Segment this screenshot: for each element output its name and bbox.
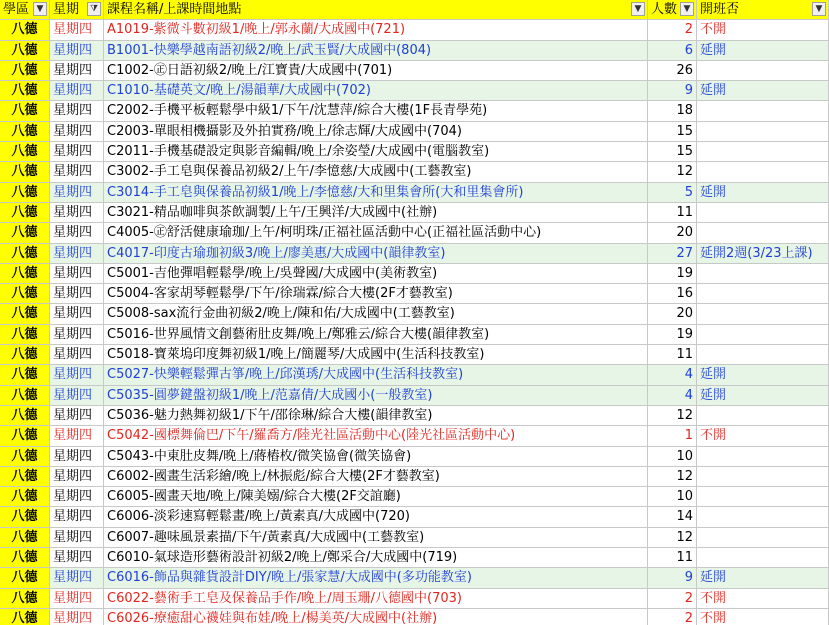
count-cell[interactable]: 19 — [648, 325, 697, 344]
day-cell[interactable]: 星期四 — [50, 203, 104, 222]
count-cell[interactable]: 20 — [648, 304, 697, 323]
day-cell[interactable]: 星期四 — [50, 304, 104, 323]
day-cell[interactable]: 星期四 — [50, 609, 104, 625]
status-cell[interactable] — [697, 304, 829, 323]
count-cell[interactable]: 12 — [648, 162, 697, 181]
course-cell[interactable]: C5043-中東肚皮舞/晚上/蔣樁枚/微笑協會(微笑協會) — [104, 447, 648, 466]
table-row — [0, 447, 829, 467]
count-cell[interactable]: 14 — [648, 507, 697, 526]
course-cell[interactable]: C6007-趣味風景素描/下午/黃素真/大成國中(工藝教室) — [104, 528, 648, 547]
table-row — [0, 20, 829, 40]
status-cell[interactable] — [697, 223, 829, 242]
table-row — [0, 487, 829, 507]
course-cell[interactable]: C5016-世界風情文創藝術肚皮舞/晚上/鄭雅云/綜合大樓(韻律教室) — [104, 325, 648, 344]
course-cell[interactable]: C6026-療癒甜心襪娃與布娃/晚上/楊美英/大成國中(社辦) — [104, 609, 648, 625]
table-row — [0, 609, 829, 625]
school-cell[interactable]: 八德 — [0, 365, 50, 384]
table-row — [0, 345, 829, 365]
course-cell[interactable]: C5042-國標舞倫巴/下午/羅喬方/陸光社區活動中心(陸光社區活動中心) — [104, 426, 648, 445]
course-cell[interactable]: C6006-淡彩速寫輕鬆畫/晚上/黃素真/大成國中(720) — [104, 507, 648, 526]
count-cell[interactable]: 19 — [648, 264, 697, 283]
status-cell[interactable] — [697, 122, 829, 141]
table-row — [0, 81, 829, 101]
header-count[interactable] — [648, 0, 697, 19]
table-body — [0, 20, 829, 625]
status-cell[interactable] — [697, 162, 829, 181]
status-cell[interactable]: 不開 — [697, 20, 829, 39]
header-school[interactable] — [0, 0, 50, 19]
school-cell[interactable]: 八德 — [0, 467, 50, 486]
course-cell[interactable]: C5035-圓夢鍵盤初級1/晚上/范嘉倩/大成國小(一般教室) — [104, 386, 648, 405]
course-cell[interactable]: C5027-快樂輕鬆彈古箏/晚上/邱漢琇/大成國中(生活科技教室) — [104, 365, 648, 384]
status-cell[interactable]: 延開 — [697, 365, 829, 384]
status-cell[interactable] — [697, 325, 829, 344]
day-cell[interactable]: 星期四 — [50, 568, 104, 587]
school-cell[interactable]: 八德 — [0, 406, 50, 425]
school-cell[interactable]: 八德 — [0, 507, 50, 526]
school-cell[interactable]: 八德 — [0, 548, 50, 567]
status-cell[interactable] — [697, 528, 829, 547]
course-cell[interactable]: C2011-手機基礎設定與影音編輯/晚上/余姿瑩/大成國中(電腦教室) — [104, 142, 648, 161]
table-row — [0, 61, 829, 81]
status-cell[interactable] — [697, 264, 829, 283]
table-row — [0, 426, 829, 446]
school-cell[interactable]: 八德 — [0, 325, 50, 344]
school-cell[interactable]: 八德 — [0, 609, 50, 625]
table-row — [0, 183, 829, 203]
course-cell[interactable]: C6016-飾品與雜貨設計DIY/晚上/張家慧/大成國中(多功能教室) — [104, 568, 648, 587]
count-cell[interactable]: 12 — [648, 406, 697, 425]
table-row — [0, 589, 829, 609]
table-row — [0, 548, 829, 568]
count-cell[interactable]: 26 — [648, 61, 697, 80]
table-row — [0, 41, 829, 61]
day-cell[interactable]: 星期四 — [50, 406, 104, 425]
table-row — [0, 203, 829, 223]
status-cell[interactable] — [697, 467, 829, 486]
header-status[interactable] — [697, 0, 829, 19]
course-cell[interactable]: C5018-寶萊塢印度舞初級1/晚上/簡麗琴/大成國中(生活科技教室) — [104, 345, 648, 364]
school-cell[interactable]: 八德 — [0, 223, 50, 242]
school-cell[interactable]: 八德 — [0, 447, 50, 466]
dropdown-filter-icon[interactable]: ▼ — [33, 2, 47, 16]
status-cell[interactable]: 延開 — [697, 386, 829, 405]
course-cell[interactable]: C3002-手工皂與保養品初級2/上午/李憶慈/大成國中(工藝教室) — [104, 162, 648, 181]
count-cell[interactable]: 18 — [648, 101, 697, 120]
day-cell[interactable]: 星期四 — [50, 81, 104, 100]
course-cell[interactable]: C5001-吉他彈唱輕鬆學/晚上/吳聲國/大成國中(美術教室) — [104, 264, 648, 283]
course-cell[interactable]: C6002-國畫生活彩繪/晚上/林振彪/綜合大樓(2F才藝教室) — [104, 467, 648, 486]
header-status-label: 開班否 — [700, 2, 740, 17]
school-cell[interactable]: 八德 — [0, 183, 50, 202]
header-day[interactable] — [50, 0, 104, 19]
day-cell[interactable]: 星期四 — [50, 386, 104, 405]
day-cell[interactable]: 星期四 — [50, 487, 104, 506]
school-cell[interactable]: 八德 — [0, 386, 50, 405]
day-cell[interactable]: 星期四 — [50, 528, 104, 547]
day-cell[interactable]: 星期四 — [50, 183, 104, 202]
school-cell[interactable]: 八德 — [0, 589, 50, 608]
school-cell[interactable]: 八德 — [0, 264, 50, 283]
day-cell[interactable]: 星期四 — [50, 122, 104, 141]
day-cell[interactable]: 星期四 — [50, 264, 104, 283]
table-row — [0, 325, 829, 345]
day-cell[interactable]: 星期四 — [50, 325, 104, 344]
school-cell[interactable]: 八德 — [0, 426, 50, 445]
status-cell[interactable] — [697, 61, 829, 80]
count-cell[interactable]: 10 — [648, 447, 697, 466]
school-cell[interactable]: 八德 — [0, 244, 50, 263]
count-cell[interactable]: 15 — [648, 122, 697, 141]
day-cell[interactable]: 星期四 — [50, 589, 104, 608]
status-cell[interactable]: 不開 — [697, 426, 829, 445]
day-cell[interactable]: 星期四 — [50, 162, 104, 181]
status-cell[interactable] — [697, 101, 829, 120]
count-cell[interactable]: 1 — [648, 426, 697, 445]
table-row — [0, 507, 829, 527]
course-cell[interactable]: C4017-印度古瑜珈初級3/晚上/廖美惠/大成國中(韻律教室) — [104, 244, 648, 263]
status-cell[interactable] — [697, 203, 829, 222]
status-cell[interactable]: 延開 — [697, 41, 829, 60]
header-course[interactable] — [104, 0, 648, 19]
day-cell[interactable]: 星期四 — [50, 223, 104, 242]
course-cell[interactable]: C6010-氣球造形藝術設計初級2/晚上/鄭采合/大成國中(719) — [104, 548, 648, 567]
count-cell[interactable]: 16 — [648, 284, 697, 303]
school-cell[interactable]: 八德 — [0, 528, 50, 547]
count-cell[interactable]: 4 — [648, 386, 697, 405]
day-cell[interactable]: 星期四 — [50, 61, 104, 80]
count-cell[interactable]: 6 — [648, 41, 697, 60]
status-cell[interactable]: 延開 — [697, 183, 829, 202]
status-cell[interactable] — [697, 507, 829, 526]
status-cell[interactable]: 延開 — [697, 568, 829, 587]
day-cell[interactable]: 星期四 — [50, 507, 104, 526]
school-cell[interactable]: 八德 — [0, 61, 50, 80]
count-cell[interactable]: 5 — [648, 183, 697, 202]
school-cell[interactable]: 八德 — [0, 162, 50, 181]
day-cell[interactable]: 星期四 — [50, 142, 104, 161]
school-cell[interactable]: 八德 — [0, 142, 50, 161]
count-cell[interactable]: 12 — [648, 467, 697, 486]
header-school-label: 學區 — [3, 2, 30, 17]
table-row — [0, 386, 829, 406]
header-course-label: 課程名稱/上課時間地點 — [107, 2, 242, 17]
course-cell[interactable]: C6022-藝術手工皂及保養品手作/晚上/周玉珊/八德國中(703) — [104, 589, 648, 608]
table-row — [0, 223, 829, 243]
status-cell[interactable] — [697, 284, 829, 303]
count-cell[interactable]: 10 — [648, 487, 697, 506]
table-row — [0, 142, 829, 162]
table-row — [0, 568, 829, 588]
course-cell[interactable]: C5004-客家胡琴輕鬆學/下午/徐瑞霖/綜合大樓(2F才藝教室) — [104, 284, 648, 303]
status-cell[interactable] — [697, 487, 829, 506]
count-cell[interactable]: 9 — [648, 568, 697, 587]
status-cell[interactable] — [697, 447, 829, 466]
table-row — [0, 122, 829, 142]
school-cell[interactable]: 八德 — [0, 203, 50, 222]
course-cell[interactable]: C1010-基礎英文/晚上/湯韻華/大成國中(702) — [104, 81, 648, 100]
course-cell[interactable]: C1002-㊣日語初級2/晚上/江寶貴/大成國中(701) — [104, 61, 648, 80]
course-cell[interactable]: A1019-紫微斗數初級1/晚上/郭永蘭/大成國中(721) — [104, 20, 648, 39]
day-cell[interactable]: 星期四 — [50, 548, 104, 567]
table-row — [0, 264, 829, 284]
course-cell[interactable]: C6005-國畫天地/晚上/陳美嫋/綜合大樓(2F交誼廳) — [104, 487, 648, 506]
table-row — [0, 244, 829, 264]
status-cell[interactable]: 延開 — [697, 81, 829, 100]
active-filter-icon[interactable]: ⧩ — [87, 2, 101, 16]
day-cell[interactable]: 星期四 — [50, 20, 104, 39]
status-cell[interactable]: 延開2週(3/23上課) — [697, 244, 829, 263]
course-cell[interactable]: B1001-快樂學越南語初級2/晚上/武玉賢/大成國中(804) — [104, 41, 648, 60]
count-cell[interactable]: 20 — [648, 223, 697, 242]
header-day-label: 星期 — [53, 2, 80, 17]
count-cell[interactable]: 11 — [648, 345, 697, 364]
table-row — [0, 284, 829, 304]
day-cell[interactable]: 星期四 — [50, 467, 104, 486]
status-cell[interactable] — [697, 345, 829, 364]
day-cell[interactable]: 星期四 — [50, 447, 104, 466]
table-row — [0, 365, 829, 385]
course-cell[interactable]: C3014-手工皂與保養品初級1/晚上/李憶慈/大和里集會所(大和里集會所) — [104, 183, 648, 202]
school-cell[interactable]: 八德 — [0, 568, 50, 587]
header-count-label: 人數 — [651, 2, 678, 17]
status-cell[interactable] — [697, 406, 829, 425]
count-cell[interactable]: 11 — [648, 203, 697, 222]
dropdown-filter-icon[interactable]: ▼ — [812, 2, 826, 16]
school-cell[interactable]: 八德 — [0, 20, 50, 39]
school-cell[interactable]: 八德 — [0, 101, 50, 120]
count-cell[interactable]: 2 — [648, 609, 697, 625]
school-cell[interactable]: 八德 — [0, 122, 50, 141]
day-cell[interactable]: 星期四 — [50, 41, 104, 60]
table-row — [0, 467, 829, 487]
day-cell[interactable]: 星期四 — [50, 365, 104, 384]
day-cell[interactable]: 星期四 — [50, 345, 104, 364]
count-cell[interactable]: 27 — [648, 244, 697, 263]
day-cell[interactable]: 星期四 — [50, 426, 104, 445]
course-cell[interactable]: C5008-sax流行金曲初級2/晚上/陳和佑/大成國中(工藝教室) — [104, 304, 648, 323]
course-cell[interactable]: C2003-單眼相機攝影及外拍實務/晚上/徐志輝/大成國中(704) — [104, 122, 648, 141]
count-cell[interactable]: 4 — [648, 365, 697, 384]
course-cell[interactable]: C2002-手機平板輕鬆學中級1/下午/沈慧萍/綜合大樓(1F長青學苑) — [104, 101, 648, 120]
count-cell[interactable]: 11 — [648, 548, 697, 567]
count-cell[interactable]: 12 — [648, 528, 697, 547]
school-cell[interactable]: 八德 — [0, 345, 50, 364]
day-cell[interactable]: 星期四 — [50, 244, 104, 263]
count-cell[interactable]: 2 — [648, 589, 697, 608]
course-cell[interactable]: C3021-精品咖啡與茶飲調製/上午/王興洋/大成國中(社辦) — [104, 203, 648, 222]
count-cell[interactable]: 9 — [648, 81, 697, 100]
course-cell[interactable]: C4005-㊣舒活健康瑜珈/上午/柯明珠/正福社區活動中心(正福社區活動中心) — [104, 223, 648, 242]
school-cell[interactable]: 八德 — [0, 81, 50, 100]
status-cell[interactable]: 不開 — [697, 589, 829, 608]
count-cell[interactable]: 15 — [648, 142, 697, 161]
school-cell[interactable]: 八德 — [0, 41, 50, 60]
table-row — [0, 162, 829, 182]
course-cell[interactable]: C5036-魅力熱舞初級1/下午/邵徐琳/綜合大樓(韻律教室) — [104, 406, 648, 425]
status-cell[interactable] — [697, 142, 829, 161]
dropdown-filter-icon[interactable]: ▼ — [680, 2, 694, 16]
header-row — [0, 0, 829, 20]
dropdown-filter-icon[interactable]: ▼ — [631, 2, 645, 16]
school-cell[interactable]: 八德 — [0, 487, 50, 506]
status-cell[interactable] — [697, 548, 829, 567]
status-cell[interactable]: 不開 — [697, 609, 829, 625]
day-cell[interactable]: 星期四 — [50, 284, 104, 303]
school-cell[interactable]: 八德 — [0, 304, 50, 323]
table-row — [0, 528, 829, 548]
table-row — [0, 101, 829, 121]
count-cell[interactable]: 2 — [648, 20, 697, 39]
table-row — [0, 304, 829, 324]
table-row — [0, 406, 829, 426]
day-cell[interactable]: 星期四 — [50, 101, 104, 120]
school-cell[interactable]: 八德 — [0, 284, 50, 303]
